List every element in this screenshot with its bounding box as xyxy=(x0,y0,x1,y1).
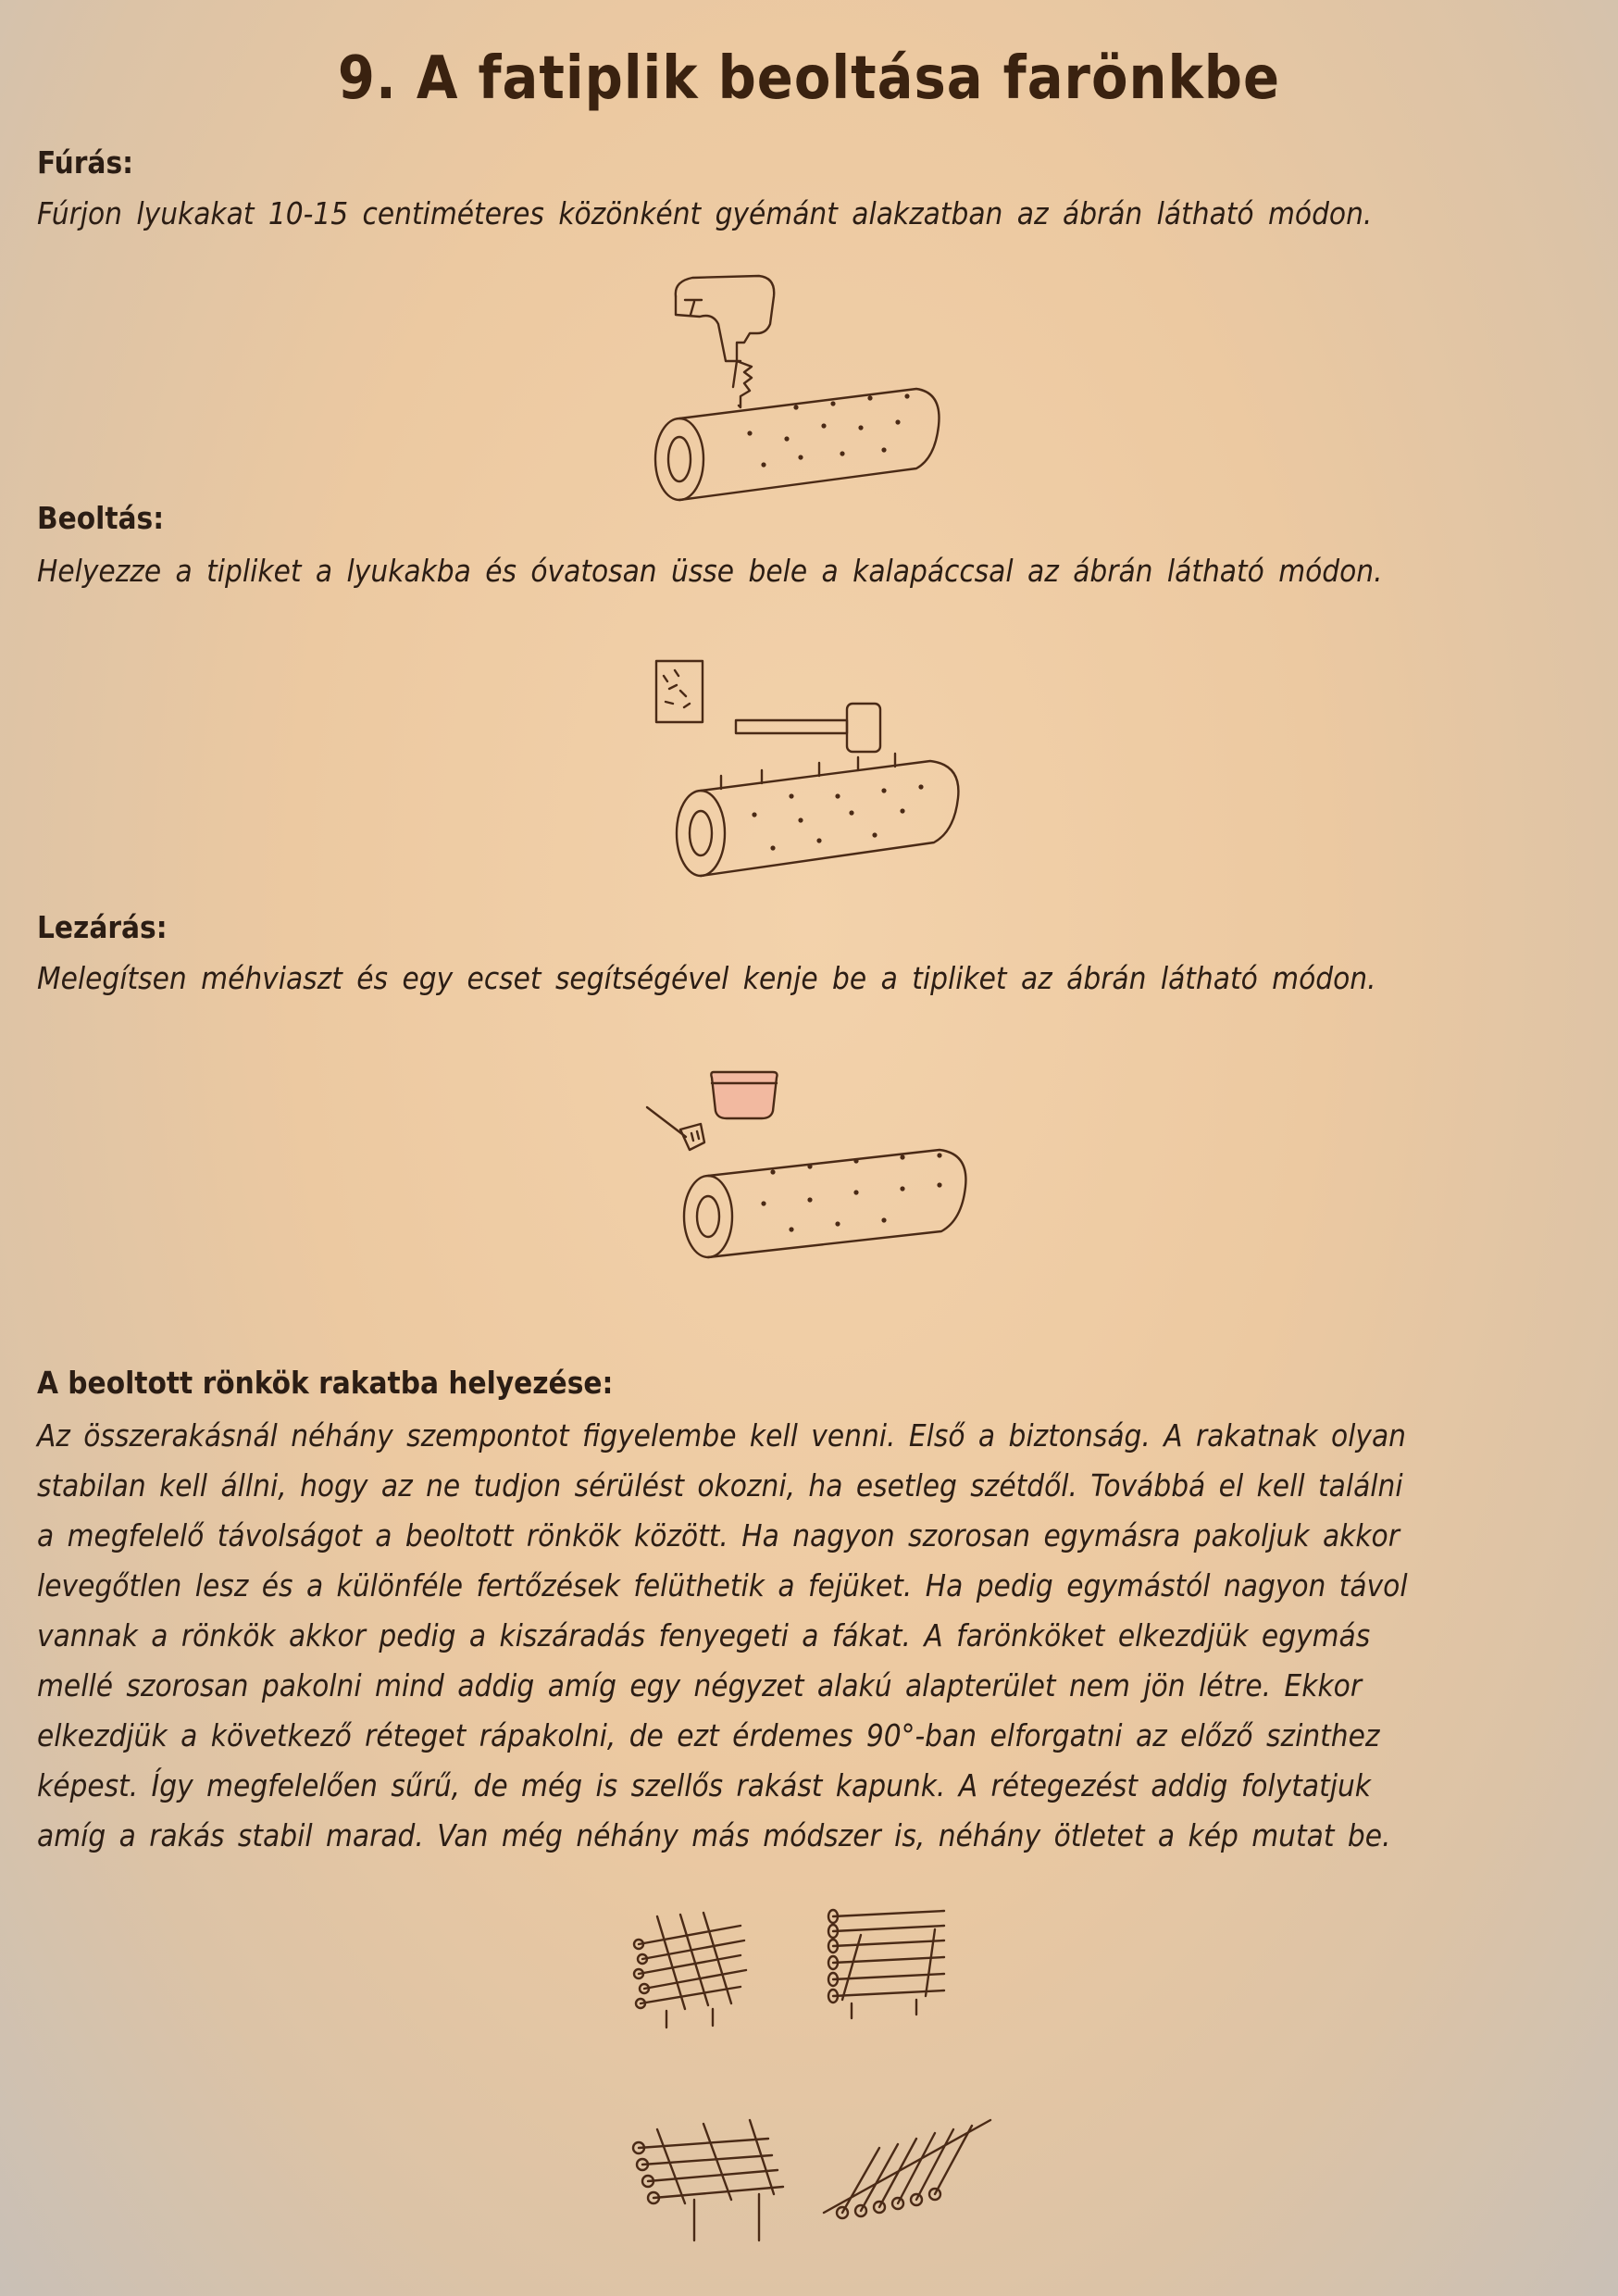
square-stack-icon xyxy=(828,1910,944,2018)
section-text-drilling: Fúrjon lyukakat 10-15 centiméteres közönként gyémánt alakzatban az ábrán látható módon. xyxy=(37,195,1373,231)
section-text-inoculation: Helyezze a tipliket a lyukakba és óvatosan üsse bele a kalapáccsal az ábrán látható módon. xyxy=(37,553,1383,589)
page-title: 9. A fatiplik beoltása farönkbe xyxy=(337,44,1281,113)
stacking-heading: A beoltott rönkök rakatba helyezése: xyxy=(37,1365,614,1401)
paragraph-line: amíg a rakás stabil marad. Van még néhány más módszer is, néhány ötletet a kép mutat be. xyxy=(37,1817,1391,1853)
drill-and-log-icon xyxy=(648,268,953,509)
wax-brush-log-icon xyxy=(643,1065,977,1268)
crisscross-stack-icon xyxy=(634,1913,746,2028)
paragraph-line: mellé szorosan pakolni mind addig amíg egy négyzet alakú alapterület nem jön létre. Ekkor xyxy=(37,1667,1363,1703)
section-heading-inoculation: Beoltás: xyxy=(37,500,165,536)
lean-to-stack-icon xyxy=(824,2120,990,2218)
section-heading-sealing: Lezárás: xyxy=(37,909,168,945)
paragraph-line: Az összerakásnál néhány szempontot figyelembe kell venni. Első a biztonság. A rakatnak olyan xyxy=(37,1417,1406,1454)
paragraph-line: vannak a rönkök akkor pedig a kiszáradás fenyegeti a fákat. A farönköket elkezdjük egymás xyxy=(37,1617,1371,1653)
paragraph-line: a megfelelő távolságot a beoltott rönkök között. Ha nagyon szorosan egymásra pakoljuk akkor xyxy=(37,1517,1400,1554)
paragraph-line: stabilan kell állni, hogy az ne tudjon sérülést okozni, ha esetleg szétdől. Továbbá el kell találni xyxy=(37,1467,1403,1504)
section-text-sealing: Melegítsen méhviaszt és egy ecset segítségével kenje be a tipliket az ábrán látható módon. xyxy=(37,960,1376,996)
paragraph-line: elkezdjük a következő réteget rápakolni, de ezt érdemes 90°-ban elforgatni az előző szinthez xyxy=(37,1717,1380,1753)
hammer-dowels-log-icon xyxy=(653,657,967,889)
section-heading-drilling: Fúrás: xyxy=(37,144,134,181)
raised-stack-icon xyxy=(633,2120,783,2240)
stacking-paragraph xyxy=(37,1411,1537,1861)
log-stacks-icon xyxy=(629,1907,1000,2259)
paragraph-line: képest. Így megfelelően sűrű, de még is szellős rakást kapunk. A rétegezést addig folytatjuk xyxy=(37,1767,1371,1803)
paragraph-line: levegőtlen lesz és a különféle fertőzések felüthetik a fejüket. Ha pedig egymástól nagyon távol xyxy=(37,1567,1408,1603)
